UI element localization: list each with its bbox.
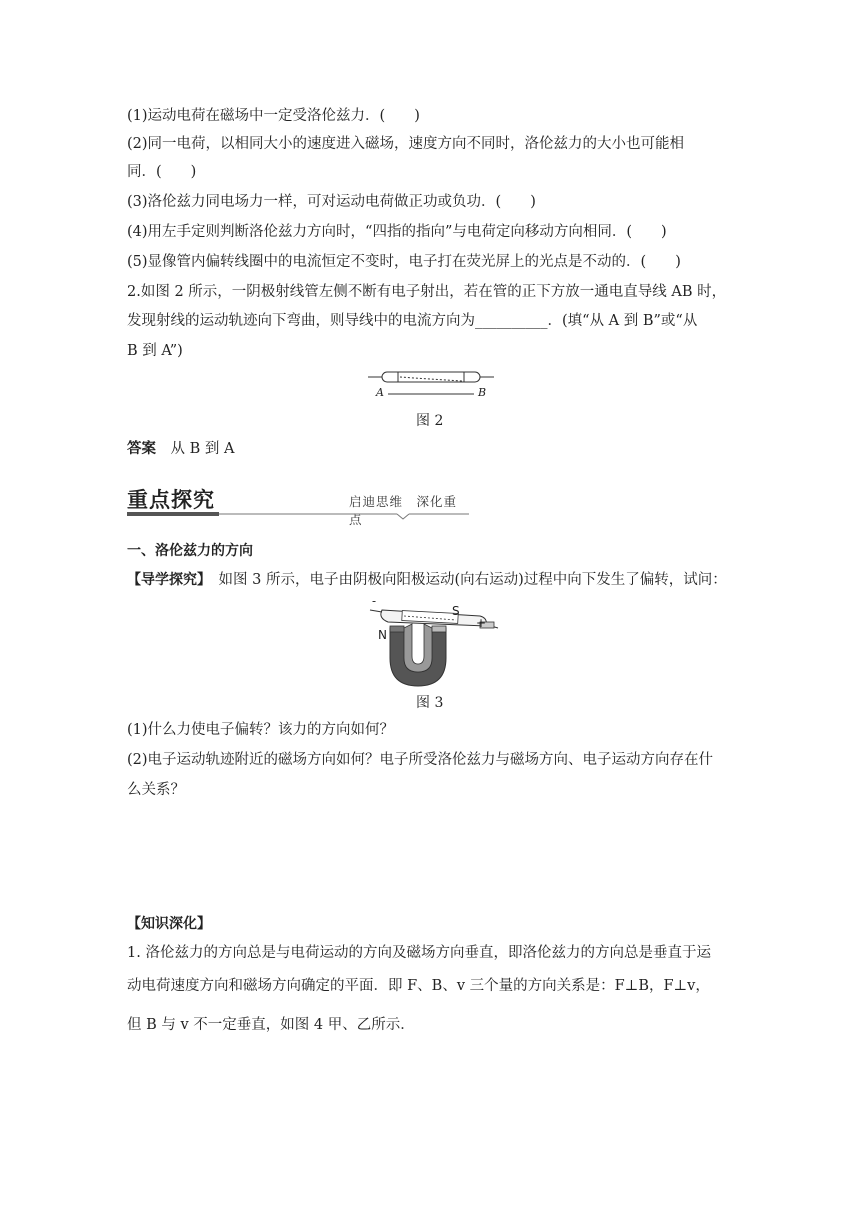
figure-2-diagram	[368, 368, 494, 404]
question-2: (2)电子运动轨迹附近的磁场方向如何？电子所受洛伦兹力与磁场方向、电子运动方向存在什	[127, 752, 714, 768]
guide-text: 如图 3 所示，电子由阴极向阳极运动(向右运动)过程中向下发生了偏转，试问：	[218, 572, 727, 588]
judgment-2: (2)同一电荷，以相同大小的速度进入磁场，速度方向不同时，洛伦兹力的大小也可能相	[127, 136, 685, 152]
question-2-line-2: 发现射线的运动轨迹向下弯曲，则导线中的电流方向为__________．(填“从 A 到 B”或“从	[127, 313, 698, 329]
question-2-line-3: B 到 A”)	[127, 343, 183, 359]
guide-tag: 【导学探究】	[127, 572, 204, 588]
judgment-5: (5)显像管内偏转线圈中的电流恒定不变时，电子打在荧光屏上的光点是不动的．( )	[127, 254, 681, 270]
figure-2-label-b: B	[478, 386, 487, 399]
figure-2-label-a: A	[376, 386, 384, 399]
banner-subtitle: 启迪思维 深化重点	[349, 494, 458, 527]
figure-3-caption: 图 3	[416, 695, 444, 711]
banner-title: 重点探究	[127, 488, 215, 512]
judgment-2-cont: 同．( )	[127, 164, 197, 180]
knowledge-line-1: 1. 洛伦兹力的方向总是与电荷运动的方向及磁场方向垂直，即洛伦兹力的方向总是垂直于运	[127, 945, 711, 961]
knowledge-line-3: 但 B 与 v 不一定垂直，如图 4 甲、乙所示．	[127, 1017, 415, 1033]
knowledge-line-2: 动电荷速度方向和磁场方向确定的平面．即 F、B、v 三个量的方向关系是：F⊥B，F⊥v，	[127, 978, 710, 994]
figure-3-label-plus: +	[476, 616, 487, 630]
question-2-cont: 么关系？	[127, 782, 185, 798]
judgment-1: (1)运动电荷在磁场中一定受洛伦兹力．( )	[127, 108, 420, 124]
answer-line	[127, 439, 234, 459]
judgment-3: (3)洛伦兹力同电场力一样，可对运动电荷做正功或负功．( )	[127, 194, 536, 210]
figure-2-caption: 图 2	[416, 413, 444, 429]
figure-3-label-s: S	[452, 604, 460, 618]
figure-3-diagram	[368, 596, 500, 688]
question-2-line-1: 2.如图 2 所示，一阴极射线管左侧不断有电子射出，若在管的正下方放一通电直导线 AB 时，	[127, 284, 727, 300]
section-1-title: 一、洛伦兹力的方向	[127, 543, 253, 559]
judgment-4: (4)用左手定则判断洛伦兹力方向时，“四指的指向”与电荷定向移动方向相同．( )	[127, 224, 667, 240]
guide-line	[127, 570, 727, 590]
question-1: (1)什么力使电子偏转？该力的方向如何？	[127, 722, 395, 738]
answer-label: 答案	[127, 441, 156, 457]
section-banner	[127, 482, 469, 527]
banner-underline	[127, 510, 469, 522]
knowledge-tag: 【知识深化】	[127, 916, 211, 932]
figure-3-label-n: N	[378, 628, 387, 642]
figure-3-label-minus: -	[372, 594, 377, 608]
answer-text: 从 B 到 A	[170, 441, 235, 457]
